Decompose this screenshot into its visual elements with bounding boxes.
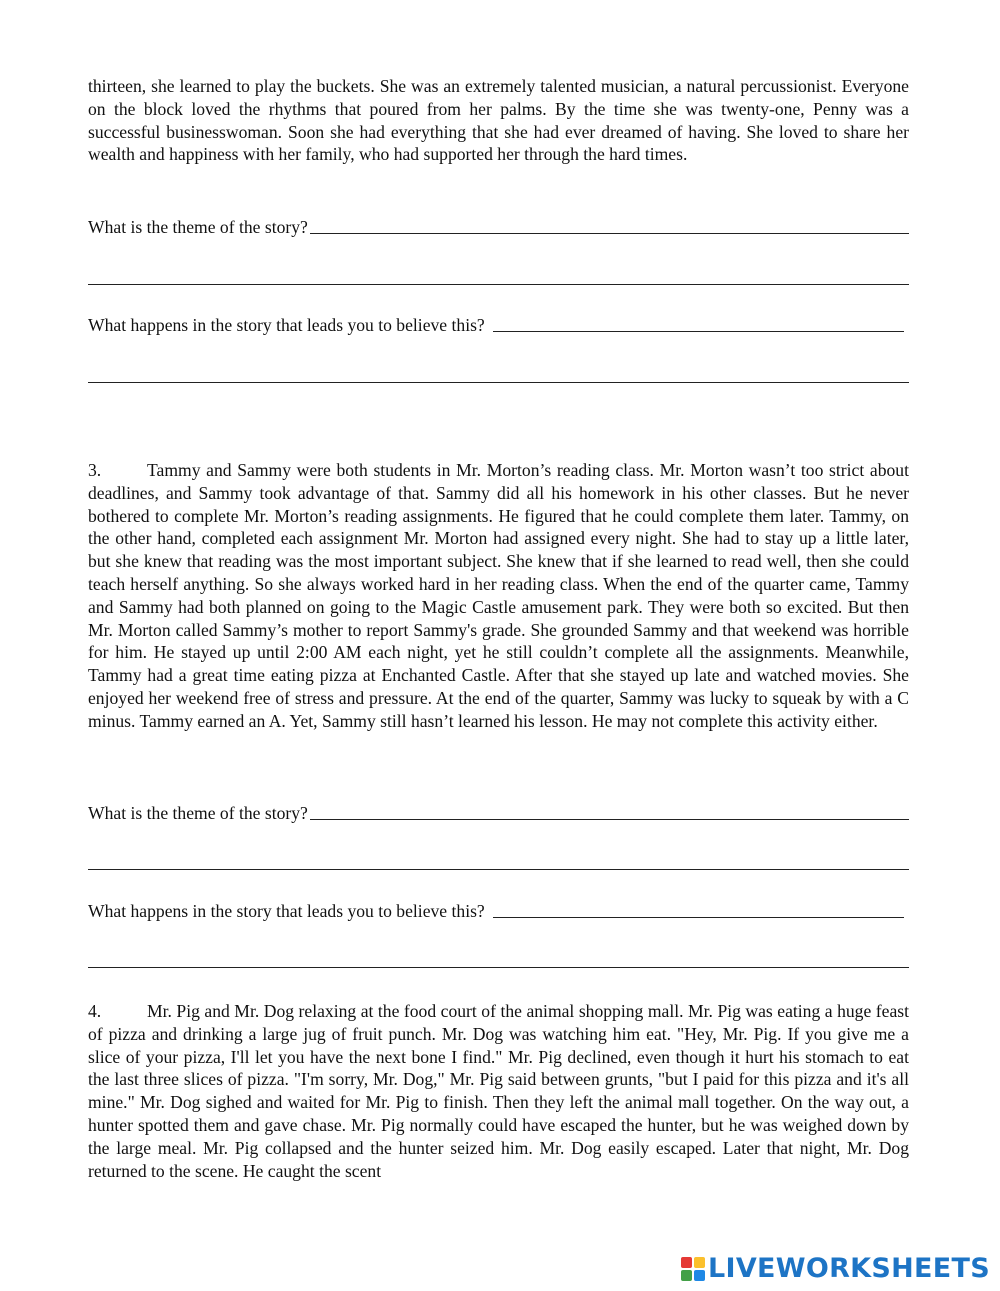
passage-4-number: 4. xyxy=(88,1001,102,1021)
logo-text: LIVEWORKSHEETS xyxy=(707,1253,990,1284)
theme-question-2 xyxy=(88,214,909,238)
liveworksheets-logo xyxy=(681,1254,990,1284)
evidence-question-2 xyxy=(88,312,909,336)
passage-4 xyxy=(88,1000,909,1182)
passage-3 xyxy=(88,459,909,733)
evidence-question-label: What happens in the story that leads you to believe this? xyxy=(88,901,485,921)
liveworksheets-icon xyxy=(681,1257,705,1281)
theme-answer-line[interactable] xyxy=(88,869,909,870)
passage-2-ending: thirteen, she learned to play the buckets. She was an extremely talented musician, a natural percussionist. Everyone on the block loved the rhythms that poured from her palms. By the time she was twenty-one, Penny was a successful businesswoman. Soon she had everything that she had ever dreamed of having. She loved to share her wealth and happiness with her family, who had supported her through the hard times. xyxy=(88,76,909,165)
evidence-answer-line[interactable] xyxy=(88,382,909,383)
theme-question-label: What is the theme of the story? xyxy=(88,803,308,823)
theme-question-3 xyxy=(88,800,909,824)
evidence-answer-blank[interactable] xyxy=(493,313,904,332)
passage-3-text: Tammy and Sammy were both students in Mr. Morton’s reading class. Mr. Morton wasn’t too strict about deadlines, and Sammy took advantage of that. Sammy did all his homework in his other classes. But he never bothered to complete Mr. Morton’s reading assignments. He figured that he could complete them later. Tammy, on the other hand, completed each assignment Mr. Morton had assigned every night. She had to stay up a little later, but she knew that reading was the most important subject. She knew that if she learned to read well, then she could teach herself anything. So she always worked hard in her reading class. When the end of the quarter came, Tammy and Sammy had both planned on going to the Magic Castle amusement park. They were both so excited. But then Mr. Morton called Sammy’s mother to report Sammy's grade. She grounded Sammy and that weekend was horrible for him. He stayed up until 2:00 AM each night, yet he still couldn’t complete all the assignments. Meanwhile, Tammy had a great time eating pizza at Enchanted Castle. After that she stayed up late and watched movies. She enjoyed her weekend free of stress and pressure. At the end of the quarter, Sammy was lucky to squeak by with a C minus. Tammy earned an A. Yet, Sammy still hasn’t learned his lesson. He may not complete this activity either. xyxy=(88,460,909,731)
passage-4-text: Mr. Pig and Mr. Dog relaxing at the food court of the animal shopping mall. Mr. Pig was eating a huge feast of pizza and drinking a large jug of fruit punch. Mr. Dog was watching him eat. "Hey, Mr. Pig. If you give me a slice of your pizza, I'll let you have the next bone I find." Mr. Pig declined, even though it hurt his stomach to eat the last three slices of pizza. "I'm sorry, Mr. Dog," Mr. Pig said between grunts, "but I paid for this pizza and it's all mine." Mr. Dog sighed and waited for Mr. Pig to finish. Then they left the animal mall together. On the way out, a hunter spotted them and gave chase. Mr. Pig normally could have escaped the hunter, but he was weighed down by the large meal. Mr. Pig collapsed and the hunter seized him. Mr. Dog easily escaped. Later that night, Mr. Dog returned to the scene. He caught the scent xyxy=(88,1001,909,1181)
theme-answer-blank[interactable] xyxy=(310,801,909,820)
evidence-question-3 xyxy=(88,898,909,922)
passage-3-number: 3. xyxy=(88,460,102,480)
evidence-answer-blank[interactable] xyxy=(493,899,904,918)
evidence-answer-line[interactable] xyxy=(88,967,909,968)
theme-answer-line[interactable] xyxy=(88,284,909,285)
evidence-question-label: What happens in the story that leads you to believe this? xyxy=(88,315,485,335)
theme-question-label: What is the theme of the story? xyxy=(88,217,308,237)
theme-answer-blank[interactable] xyxy=(310,215,909,234)
